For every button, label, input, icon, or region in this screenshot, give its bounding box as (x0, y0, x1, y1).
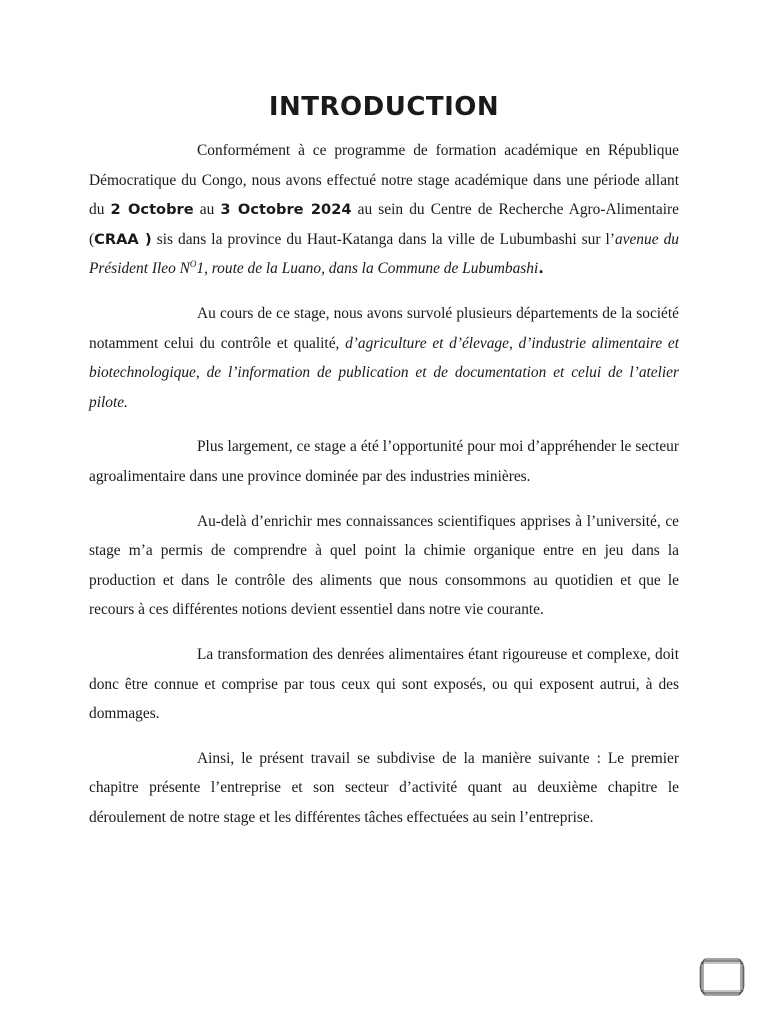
paragraph-2-text-a: Au cours de ce stage, nous avons survolé plusieurs départements de la société notamment celui du contrôle et qualité, (89, 304, 679, 352)
page-title: INTRODUCTION (268, 92, 500, 122)
departments-italic: d’agriculture et d’élevage, d’industrie alimentaire et biotechnologique, de l’information de publication et de documentation et celui de l’atelier pilote. (89, 334, 679, 411)
paragraph-1-text-e: au sein du Centre de Recherche Agro-Alimentaire ( (89, 201, 679, 248)
page-border-ornament (699, 958, 745, 996)
end-date: 3 Octobre 2024 (220, 201, 352, 219)
paragraph-4: Au-delà d’enrichir mes connaissances scientifiques apprises à l’université, ce stage m’a permis de comprendre à quel point la chimie organique entre en jeu dans la production et dans le contrôle des aliments que nous consommons au quotidien et que le recours à ces différentes notions devient essentiel dans notre vie courante. (89, 512, 679, 619)
address-italic-b: 1, route de la Luano, dans la Commune de Lubumbashi (196, 260, 539, 278)
document-body (89, 136, 679, 847)
start-date: 2 Octobre (110, 201, 194, 219)
paragraph-1-text-g: sis dans la province du Haut-Katanga dans la ville de Lubumbashi sur l’ (151, 230, 615, 248)
craa-acronym: CRAA ) (94, 230, 152, 248)
paragraph-3: Plus largement, ce stage a été l’opportunité pour moi d’appréhender le secteur agroalimentaire dans une province dominée par des industries minières. (89, 438, 679, 485)
paragraph-6: Ainsi, le présent travail se subdivise de la manière suivante : Le premier chapitre présente l’entreprise et son secteur d’activité quant au deuxième chapitre le déroulement de notre stage et les différentes tâches effectuées au sein l’entreprise. (89, 749, 679, 826)
paragraph-1-text-a: Conformément à ce programme de formation académique en République Démocratique du Congo, nous avons effectué notre stage académique dans une période allant du (89, 142, 679, 219)
paragraph-1 (89, 136, 679, 284)
address-superscript: O (189, 259, 197, 270)
paragraph-2 (89, 299, 679, 417)
paragraph-5: La transformation des denrées alimentaires étant rigoureuse et complexe, doit donc être connue et comprise par tous ceux qui sont exposés, ou qui exposent autrui, à des dommages. (89, 645, 679, 723)
paragraph-1-text-c: au (193, 201, 221, 219)
address-italic-a: avenue du Président Ileo N (89, 230, 679, 278)
paragraph-1-period: . (538, 260, 544, 278)
